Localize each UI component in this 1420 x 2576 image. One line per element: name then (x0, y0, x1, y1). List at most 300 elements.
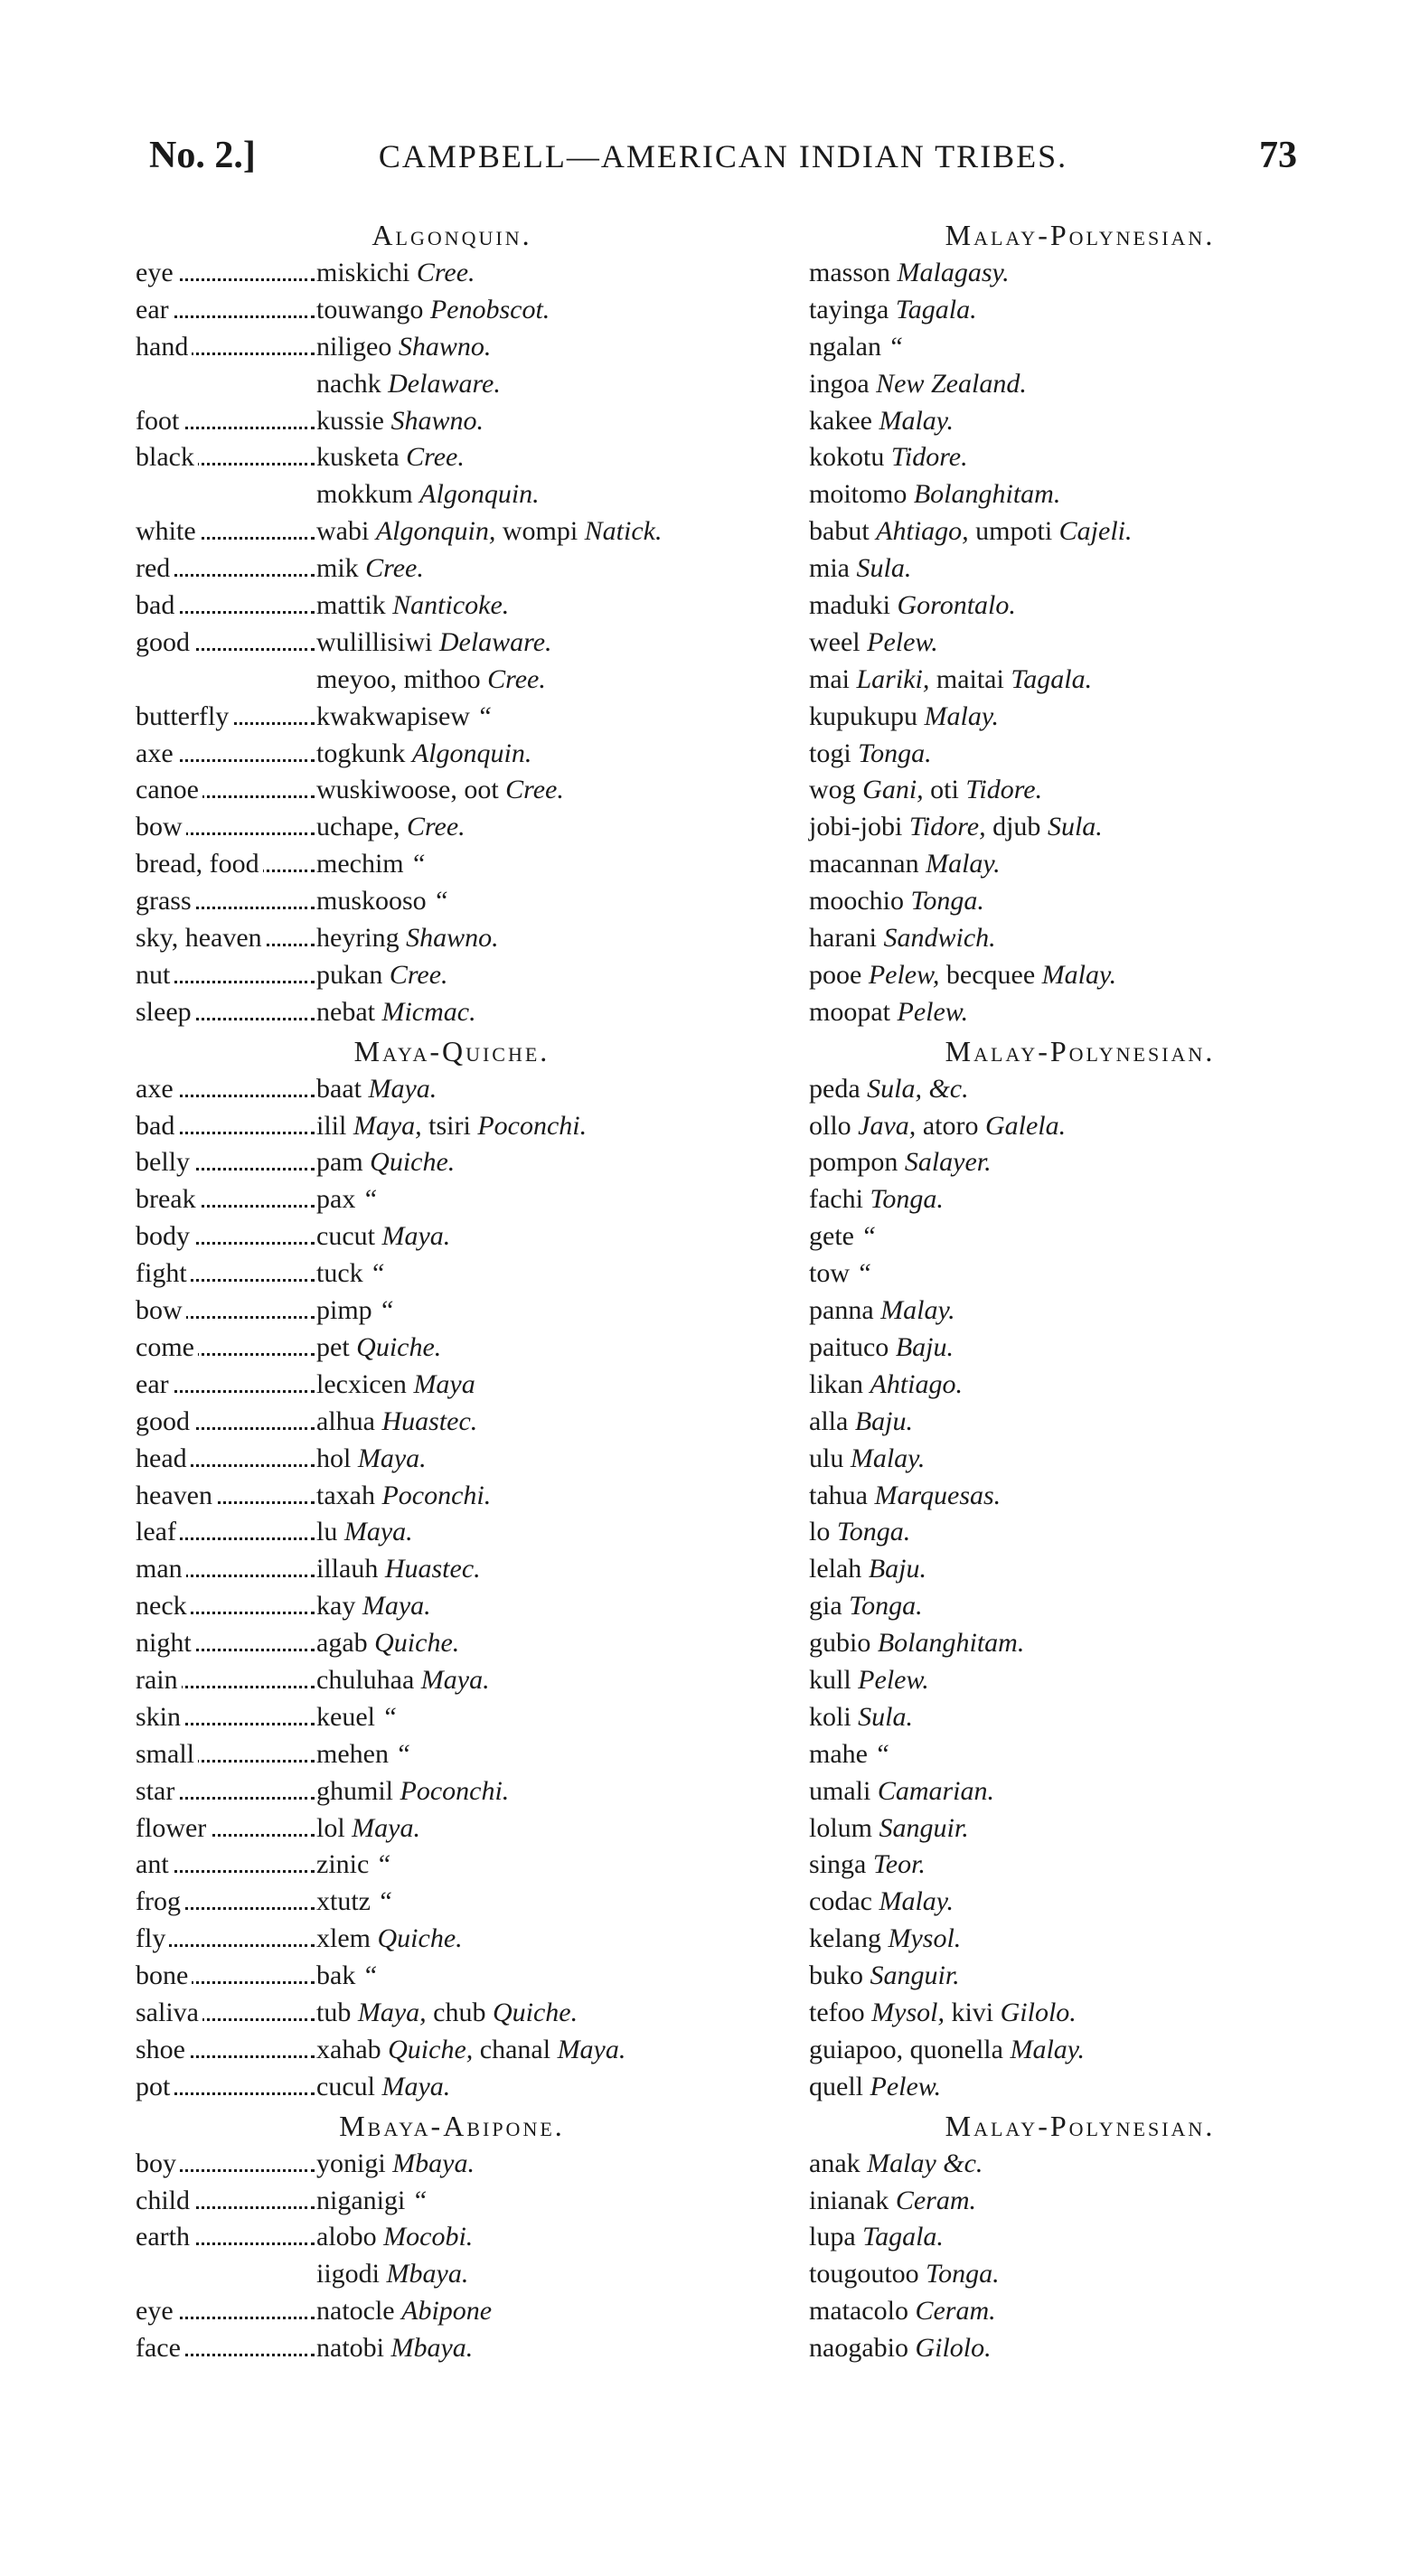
section-heading: Maya-Quiche. (353, 1034, 550, 1067)
language-name: “ (362, 1960, 378, 1991)
vocabulary-row (809, 809, 1315, 846)
language-name: Sula. (856, 553, 912, 584)
language-name: Tonga. (926, 2259, 1000, 2289)
native-cell (316, 920, 678, 957)
english-cell (136, 2069, 316, 2106)
vocabulary-row (809, 1995, 1315, 2032)
vocabulary-row (136, 329, 678, 366)
language-name: Maya. (420, 1664, 490, 1695)
native-cell (316, 1108, 678, 1145)
language-name: Penobscot. (429, 294, 550, 324)
vocabulary-row (136, 846, 678, 883)
native-word: zinic (316, 1849, 370, 1880)
native-word: nebat (316, 996, 375, 1027)
vocabulary-row (809, 1551, 1315, 1588)
vocabulary-row (809, 588, 1315, 625)
english-word: eye (136, 258, 177, 287)
native-cell (316, 1293, 678, 1330)
language-name: Tidore. (890, 442, 968, 473)
english-cell (136, 2219, 316, 2256)
english-cell (136, 1330, 316, 1367)
native-word: agab (316, 1628, 368, 1659)
native-word: ilil (316, 1110, 347, 1141)
language-name: Quiche. (377, 1923, 463, 1954)
vocabulary-row (809, 736, 1315, 773)
native-word: fachi (809, 1184, 863, 1215)
language-name: Sula. (858, 1701, 914, 1732)
native-word: tougoutoo (809, 2259, 919, 2289)
english-word: axe (136, 738, 177, 768)
english-cell (136, 772, 316, 809)
native-word: koli (809, 1701, 851, 1732)
vocabulary-row (136, 1478, 678, 1515)
vocabulary-row (809, 1330, 1315, 1367)
language-name: “ (856, 1258, 872, 1289)
native-cell (316, 1514, 678, 1551)
english-cell (136, 2183, 316, 2220)
native-cell (316, 1847, 678, 1884)
native-word: muskooso (316, 886, 427, 917)
native-word: harani (809, 923, 877, 954)
language-name: Mocobi. (383, 2222, 474, 2252)
english-cell (136, 366, 316, 403)
vocabulary-row (809, 1478, 1315, 1515)
vocabulary-row (809, 625, 1315, 662)
vocabulary-row (809, 1625, 1315, 1662)
language-name: Maya. (357, 1443, 427, 1473)
english-cell (136, 1478, 316, 1515)
vocabulary-row (809, 1441, 1315, 1478)
vocabulary-row (809, 329, 1315, 366)
language-name: Java, (858, 1110, 917, 1141)
native-word: hol (316, 1443, 352, 1473)
language-name: Cree. (505, 775, 564, 805)
english-word: night (136, 1628, 195, 1658)
native-cell (316, 1330, 678, 1367)
native-word: wog (809, 775, 856, 805)
native-cell (316, 1144, 678, 1181)
language-name-alt: Quiche. (492, 1997, 578, 2027)
english-cell (136, 1551, 316, 1588)
english-word (136, 664, 139, 694)
section-heading: Malay-Polynesian. (945, 1034, 1216, 1067)
vocabulary-row (809, 1884, 1315, 1921)
native-word: lupa (809, 2222, 856, 2252)
english-cell (136, 2293, 316, 2330)
native-cell (316, 1810, 678, 1847)
native-word: cucut (316, 1221, 375, 1252)
native-word: iigodi (316, 2259, 381, 2289)
language-name-alt: Sula. (1047, 812, 1103, 842)
native-word-alt: tsiri (428, 1110, 471, 1141)
language-name: “ (377, 1886, 393, 1917)
language-name: Shawno. (398, 331, 492, 362)
language-name: Baju. (895, 1331, 954, 1362)
native-word: mai (809, 663, 850, 694)
english-word: star (136, 1776, 178, 1806)
language-name: Mysol. (888, 1923, 962, 1954)
english-cell (136, 1255, 316, 1293)
native-cell (316, 1625, 678, 1662)
vocabulary-row (136, 1441, 678, 1478)
language-name: Malay. (926, 849, 1001, 879)
vocabulary-row (809, 1367, 1315, 1404)
native-word: alla (809, 1406, 849, 1436)
english-word: flower (136, 1813, 210, 1843)
native-cell (316, 2183, 678, 2220)
native-cell (316, 736, 678, 773)
english-cell (136, 1884, 316, 1921)
native-word-alt: oti (930, 775, 959, 805)
english-word: fly (136, 1923, 169, 1953)
native-word: gia (809, 1591, 842, 1622)
language-name: Huastec. (384, 1554, 481, 1584)
vocabulary-row (809, 1736, 1315, 1773)
native-cell (316, 476, 678, 513)
native-word: masson (809, 258, 890, 287)
language-name: Delaware. (438, 626, 552, 657)
native-cell (316, 846, 678, 883)
language-name: Ceram. (915, 2296, 996, 2327)
language-name-alt: Malay. (1041, 959, 1117, 990)
english-cell (136, 699, 316, 736)
language-name: Tagala. (895, 294, 977, 324)
native-cell (316, 329, 678, 366)
native-word: ngalan (809, 331, 881, 362)
vocabulary-row (809, 1588, 1315, 1625)
section-heading: Algonquin. (371, 219, 532, 251)
native-cell (316, 588, 678, 625)
english-word: eye (136, 2296, 177, 2326)
native-cell (316, 1773, 678, 1810)
english-cell (136, 1071, 316, 1108)
native-word: yonigi (316, 2148, 386, 2178)
vocabulary-row (136, 255, 678, 292)
language-name: “ (888, 331, 904, 362)
language-name-alt: Tagala. (1011, 663, 1093, 694)
native-word: nachk (316, 368, 381, 399)
vocabulary-row (136, 2330, 678, 2367)
english-cell (136, 1144, 316, 1181)
language-name: Abipone (401, 2296, 493, 2327)
native-word: kusketa (316, 442, 400, 473)
vocabulary-row (809, 1071, 1315, 1108)
language-name: Tidore, (908, 812, 986, 842)
vocabulary-row (136, 1255, 678, 1293)
malay-polynesian-column (809, 215, 1315, 2367)
vocabulary-row (136, 920, 678, 957)
native-word: wabi (316, 516, 370, 547)
native-word: macannan (809, 849, 919, 879)
language-name: Mysol, (871, 1997, 945, 2027)
language-name: Sanguir. (870, 1960, 960, 1991)
english-word: earth (136, 2222, 193, 2252)
native-word: natocle (316, 2296, 395, 2327)
language-name: Cree. (365, 553, 424, 584)
native-word: singa (809, 1849, 867, 1880)
native-cell (316, 772, 678, 809)
native-cell (316, 1218, 678, 1255)
english-word: canoe (136, 775, 202, 804)
english-word: fight (136, 1258, 191, 1288)
native-word: pompon (809, 1147, 898, 1178)
vocabulary-row (136, 957, 678, 994)
english-word: small (136, 1739, 198, 1769)
english-cell (136, 1588, 316, 1625)
native-cell (316, 1441, 678, 1478)
native-word: anak (809, 2148, 860, 2178)
native-cell (316, 699, 678, 736)
vocabulary-row (809, 1218, 1315, 1255)
english-cell (136, 1367, 316, 1404)
vocabulary-row (136, 2293, 678, 2330)
vocabulary-row (136, 1367, 678, 1404)
native-word-alt: maitai (936, 663, 1004, 694)
vocabulary-row (136, 1330, 678, 1367)
english-word: ear (136, 1369, 173, 1399)
language-name: Algonquin, (375, 516, 496, 547)
native-word: gete (809, 1221, 854, 1252)
language-name: Camarian. (877, 1775, 995, 1806)
vocabulary-row (136, 292, 678, 329)
vocabulary-row (809, 1108, 1315, 1145)
native-word: pax (316, 1184, 356, 1215)
english-word: bow (136, 1295, 186, 1325)
english-word: red (136, 553, 174, 583)
native-cell (316, 366, 678, 403)
native-word: alhua (316, 1406, 375, 1436)
vocabulary-row (136, 1847, 678, 1884)
native-word: kokotu (809, 442, 885, 473)
vocabulary-row (136, 1773, 678, 1810)
language-name: Tagala. (862, 2222, 944, 2252)
vocabulary-row (136, 2032, 678, 2069)
native-cell (316, 1478, 678, 1515)
language-name: Poconchi. (400, 1775, 510, 1806)
english-word: good (136, 1406, 193, 1436)
language-name: Sandwich. (883, 923, 996, 954)
language-name: Maya. (343, 1517, 413, 1547)
native-word: mahe (809, 1738, 868, 1769)
language-name: Maya. (368, 1073, 437, 1104)
native-word: tefoo (809, 1997, 865, 2027)
language-name: “ (411, 2185, 428, 2215)
language-name-alt: Poconchi. (477, 1110, 588, 1141)
native-cell (316, 550, 678, 588)
native-word: kull (809, 1664, 851, 1695)
native-word: chuluhaa (316, 1664, 415, 1695)
native-word-alt: djub (992, 812, 1041, 842)
language-name: Maya. (381, 1221, 451, 1252)
running-head (149, 134, 1297, 188)
vocabulary-row (136, 1071, 678, 1108)
native-word: natobi (316, 2333, 384, 2364)
english-cell (136, 883, 316, 920)
native-cell (316, 1181, 678, 1218)
native-word: alobo (316, 2222, 377, 2252)
vocabulary-row (809, 403, 1315, 440)
english-word: rain (136, 1665, 182, 1695)
language-name: Sanguir. (879, 1812, 969, 1843)
english-cell (136, 1921, 316, 1958)
native-cell (316, 1958, 678, 1995)
english-word: come (136, 1332, 198, 1362)
native-word: kay (316, 1591, 356, 1622)
native-word: wuskiwoose, oot (316, 775, 499, 805)
native-word: mattik (316, 590, 386, 621)
english-cell (136, 1441, 316, 1478)
native-word: lelah (809, 1554, 862, 1584)
english-cell (136, 1847, 316, 1884)
native-word: cucul (316, 2071, 375, 2101)
english-cell (136, 2032, 316, 2069)
vocabulary-row (136, 1108, 678, 1145)
native-cell (316, 2069, 678, 2106)
native-word: pooe (809, 959, 862, 990)
native-word: mehen (316, 1738, 389, 1769)
english-cell (136, 1404, 316, 1441)
english-word: leaf (136, 1517, 180, 1547)
vocabulary-row (136, 2256, 678, 2293)
english-cell (136, 1218, 316, 1255)
english-word: shoe (136, 2035, 189, 2064)
language-name-alt: Gilolo. (1000, 1997, 1077, 2027)
language-name: Baju. (854, 1406, 913, 1436)
language-name: Huastec. (381, 1406, 478, 1436)
native-word: keuel (316, 1701, 375, 1732)
language-name: Cree. (406, 442, 465, 473)
vocabulary-row (136, 1736, 678, 1773)
native-word: mokkum (316, 479, 413, 510)
native-word: kelang (809, 1923, 881, 1954)
language-name: Quiche. (356, 1331, 442, 1362)
native-cell (316, 2032, 678, 2069)
language-name: Cree. (487, 663, 546, 694)
vocabulary-row (809, 1810, 1315, 1847)
english-cell (136, 1108, 316, 1145)
english-cell (136, 1293, 316, 1330)
vocabulary-row (809, 699, 1315, 736)
native-word: tow (809, 1258, 850, 1289)
language-name: Malay. (880, 1295, 955, 1326)
vocabulary-row (809, 846, 1315, 883)
language-name: Algonquin. (419, 479, 540, 510)
vocabulary-row (809, 1699, 1315, 1736)
language-name: Gani, (862, 775, 924, 805)
english-cell (136, 439, 316, 476)
vocabulary-row (809, 1958, 1315, 1995)
vocabulary-row (136, 2069, 678, 2106)
vocabulary-row (809, 1144, 1315, 1181)
english-cell (136, 809, 316, 846)
english-word: bad (136, 590, 178, 620)
vocabulary-row (136, 1995, 678, 2032)
english-cell (136, 662, 316, 699)
language-name: Lariki, (856, 663, 930, 694)
language-name: Maya. (362, 1591, 431, 1622)
language-name: Malagasy. (897, 258, 1010, 287)
english-cell (136, 476, 316, 513)
english-word: axe (136, 1074, 177, 1104)
language-name: Quiche. (374, 1628, 460, 1659)
language-name: “ (379, 1295, 394, 1326)
language-name: “ (370, 1258, 385, 1289)
english-word: child (136, 2186, 193, 2215)
native-word: xlem (316, 1923, 371, 1954)
native-word: lo (809, 1517, 831, 1547)
native-word: lol (316, 1812, 345, 1843)
native-cell (316, 1404, 678, 1441)
language-name: Bolanghitam. (913, 479, 1061, 510)
language-name: Mbaya. (390, 2333, 474, 2364)
english-word (136, 479, 139, 509)
language-name: “ (395, 1738, 411, 1769)
english-cell (136, 1958, 316, 1995)
vocabulary-row (809, 883, 1315, 920)
english-cell (136, 994, 316, 1031)
section-heading: Mbaya-Abipone. (339, 2109, 565, 2142)
english-word: bone (136, 1960, 192, 1990)
language-name: Quiche. (370, 1147, 456, 1178)
vocabulary-row (809, 1773, 1315, 1810)
vocabulary-row (136, 439, 678, 476)
native-word: kakee (809, 405, 872, 436)
language-name: Shawno. (390, 405, 484, 436)
english-cell (136, 1662, 316, 1699)
native-word: kupukupu (809, 700, 917, 731)
native-word: mik (316, 553, 359, 584)
running-title: CAMPBELL—AMERICAN INDIAN TRIBES. (378, 138, 1068, 174)
language-name: Cree. (406, 812, 465, 842)
vocabulary-row (136, 1293, 678, 1330)
language-name: Tonga. (910, 886, 984, 917)
native-word: niganigi (316, 2185, 406, 2215)
native-word: moochio (809, 886, 904, 917)
native-word: miskichi (316, 258, 410, 287)
english-word: heaven (136, 1481, 216, 1510)
vocabulary-row (809, 1921, 1315, 1958)
language-name: “ (381, 1701, 398, 1732)
native-word: ingoa (809, 368, 870, 399)
vocabulary-row (136, 2183, 678, 2220)
vocabulary-row (809, 1514, 1315, 1551)
language-name: Cree. (416, 258, 475, 287)
language-name: Maya, (353, 1110, 422, 1141)
vocabulary-row (136, 625, 678, 662)
english-word: black (136, 442, 198, 472)
native-word: pukan (316, 959, 383, 990)
english-word: nut (136, 960, 174, 990)
language-name-alt: Galela. (984, 1110, 1067, 1141)
native-word: likan (809, 1368, 863, 1399)
native-cell (316, 662, 678, 699)
vocabulary-row (136, 1144, 678, 1181)
language-name: Malay. (879, 405, 954, 436)
native-cell (316, 1921, 678, 1958)
native-cell (316, 2330, 678, 2367)
native-word: ollo (809, 1110, 851, 1141)
english-word: sky, heaven (136, 923, 266, 953)
english-cell (136, 292, 316, 329)
vocabulary-row (136, 1884, 678, 1921)
native-cell (316, 1736, 678, 1773)
language-name: Malay. (850, 1443, 926, 1473)
language-name: Sula, &c. (867, 1073, 969, 1104)
native-cell (316, 1588, 678, 1625)
vocabulary-row (809, 476, 1315, 513)
language-name: Salayer. (904, 1147, 992, 1178)
vocabulary-row (809, 2069, 1315, 2106)
